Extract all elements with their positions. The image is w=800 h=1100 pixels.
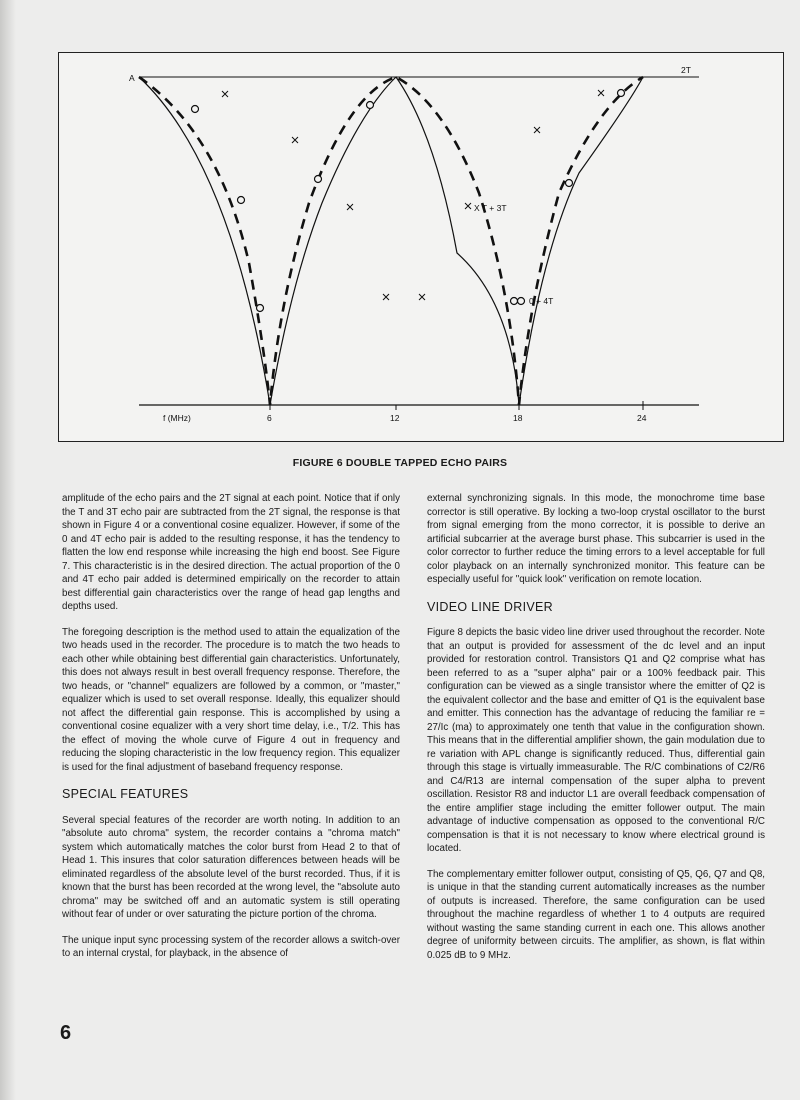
paragraph: external synchronizing signals. In this mode, the monochrome time base corrector is still operative. By locking a two-loop crystal oscillator to the burst from signal emerging from the mono corrector, it is possible to derive an artificial subcarrier at the average burst phase. This subcarrier is used in the color corrector to further reduce the timing errors to a level acceptable for full color playback on an internally synchronized monitor. This feature can be especially useful for "quick look" verification on remote location. bbox=[427, 493, 765, 585]
o-marker bbox=[192, 106, 199, 113]
x-axis-label: f (MHz) bbox=[163, 413, 191, 423]
label-a: A bbox=[129, 73, 135, 83]
o-marker bbox=[518, 298, 525, 305]
o-marker bbox=[238, 197, 245, 204]
label-t-plus-3t: X T + 3T bbox=[474, 203, 507, 213]
x-marker bbox=[419, 294, 425, 300]
o-marker bbox=[367, 102, 374, 109]
o-marker bbox=[566, 180, 573, 187]
tick-label-18: 18 bbox=[513, 413, 523, 423]
curve-t-plus-3t bbox=[139, 77, 643, 405]
paragraph: The complementary emitter follower output, consisting of Q5, Q6, Q7 and Q8, is unique in that the standing current automatically increases as the number of outputs is increased. Therefore, the same configuration can be used throughout the machine regardless of whether 1 to 4 outputs are required without wasting the same standing current in each one. This allows another degree of uniformity between circuits. The amplifier, as shown, is flat within 0.025 dB to 9 MHz. bbox=[427, 868, 765, 961]
tick-label-12: 12 bbox=[390, 413, 400, 423]
paragraph: amplitude of the echo pairs and the 2T signal at each point. Notice that if only the T and 3T echo pair are subtracted from the 2T signal, the response is that shown in Figure 4 or a conventional cosine equalizer. However, if some of the 0 and 4T echo pair is added to the resulting response, it has the tendency to flatten the low end response while increasing the high end boost. See Figure 7. This characteristic is in the desired direction. The actual proportion of the 0 and 4T echo pair added is determined empirically on the recorder to attain best differential gain characteristics over the range of head gap lengths and depths used. bbox=[62, 493, 400, 612]
x-marker bbox=[383, 294, 389, 300]
x-marker bbox=[347, 204, 353, 210]
section-heading-special-features: SPECIAL FEATURES bbox=[62, 787, 189, 801]
x-marker bbox=[534, 127, 540, 133]
o-marker bbox=[257, 305, 264, 312]
o-marker bbox=[315, 176, 322, 183]
paragraph: The unique input sync processing system of the recorder allows a switch-over to an internal crystal, for playback, in the absence of bbox=[62, 934, 400, 959]
figure-frame bbox=[58, 52, 784, 442]
section-heading-video-line-driver: VIDEO LINE DRIVER bbox=[427, 599, 553, 614]
right-column bbox=[427, 492, 765, 974]
label-0-plus-4t: 0 + 4T bbox=[529, 296, 554, 306]
x-marker bbox=[598, 90, 604, 96]
x-marker-legend bbox=[465, 203, 471, 209]
paragraph: The foregoing description is the method used to attain the equalization of the two heads used in the recorder. The procedure is to match the two heads to each other while obtaining best differential gain characteristics. Unfortunately, this does not always result in best overall frequency response. Therefore, the two heads, or "channel" equalizers are followed by a common, or "master," equalizer which is used to set overall response. Ideally, this equalizer should not affect the differential gain response. This is accomplished by using a conventional cosine equalizer with a very short time delay, i.e., T/2. This has the effect of moving the whole curve of Figure 4 out in frequency and reducing the sloping characteristic in the low frequency region. This equalizer is used for the final adjustment of baseband frequency response. bbox=[62, 626, 400, 773]
page-number: 6 bbox=[60, 1022, 72, 1044]
echo-pairs-diagram bbox=[59, 53, 783, 441]
curve-0-plus-4t bbox=[139, 77, 643, 405]
x-marker bbox=[292, 137, 298, 143]
o-marker bbox=[618, 90, 625, 97]
figure-caption: FIGURE 6 DOUBLE TAPPED ECHO PAIRS bbox=[292, 457, 508, 469]
label-2t: 2T bbox=[681, 65, 691, 75]
page-shadow bbox=[0, 0, 16, 1100]
x-markers bbox=[222, 90, 604, 300]
o-marker bbox=[511, 298, 518, 305]
paragraph: Figure 8 depicts the basic video line driver used throughout the recorder. Note that an output is provided for assessment of the dc level and an input provided for restoration control. Transistors Q1 and Q2 comprise what has been referred to as a "super alpha" pair or a 100% feedback pair. This configuration can be viewed as a single transistor where the emitter of Q2 is the equivalent collector and the base and emitter of Q1 is the equivalent base and emitter. This connection has the advantage of reducing the familiar re = 27/Ic (ma) to approximately one tenth that value in the configuration shown. This means that in the differential amplifier shown, the gain modulation due to re variation with APL change is significantly reduced. Thus, differential gain through this stage is virtually immeasurable. The R/C combinations of C2/R6 and C4/R13 are internal compensation of the super alpha to prevent oscillation. Resistor R8 and inductor L1 are overall feedback compensation of the entire amplifier stage including the emitter follower output. The main advantage of inductive compensation as opposed to the conventional R/C compensation is that it is not necessary to know where electrical ground is located. bbox=[427, 627, 765, 854]
o-markers bbox=[192, 90, 625, 312]
tick-label-6: 6 bbox=[267, 413, 272, 423]
x-marker bbox=[222, 91, 228, 97]
paragraph: Several special features of the recorder are worth noting. In addition to an "absolute auto chroma" system, the recorder contains a "chroma match" system which automatically matches the color burst from Head 2 to that of Head 1. This insures that color saturation differences between heads will be eliminated regardless of the absolute level of the burst recorded. Thus, if it is known that the burst has been recorded at the wrong level, the "absolute auto chroma" may be switched off and an automatic system is still operating without fear of under or over saturating the picture portion of the chroma. bbox=[62, 814, 400, 920]
left-column bbox=[62, 492, 400, 973]
tick-label-24: 24 bbox=[637, 413, 647, 423]
